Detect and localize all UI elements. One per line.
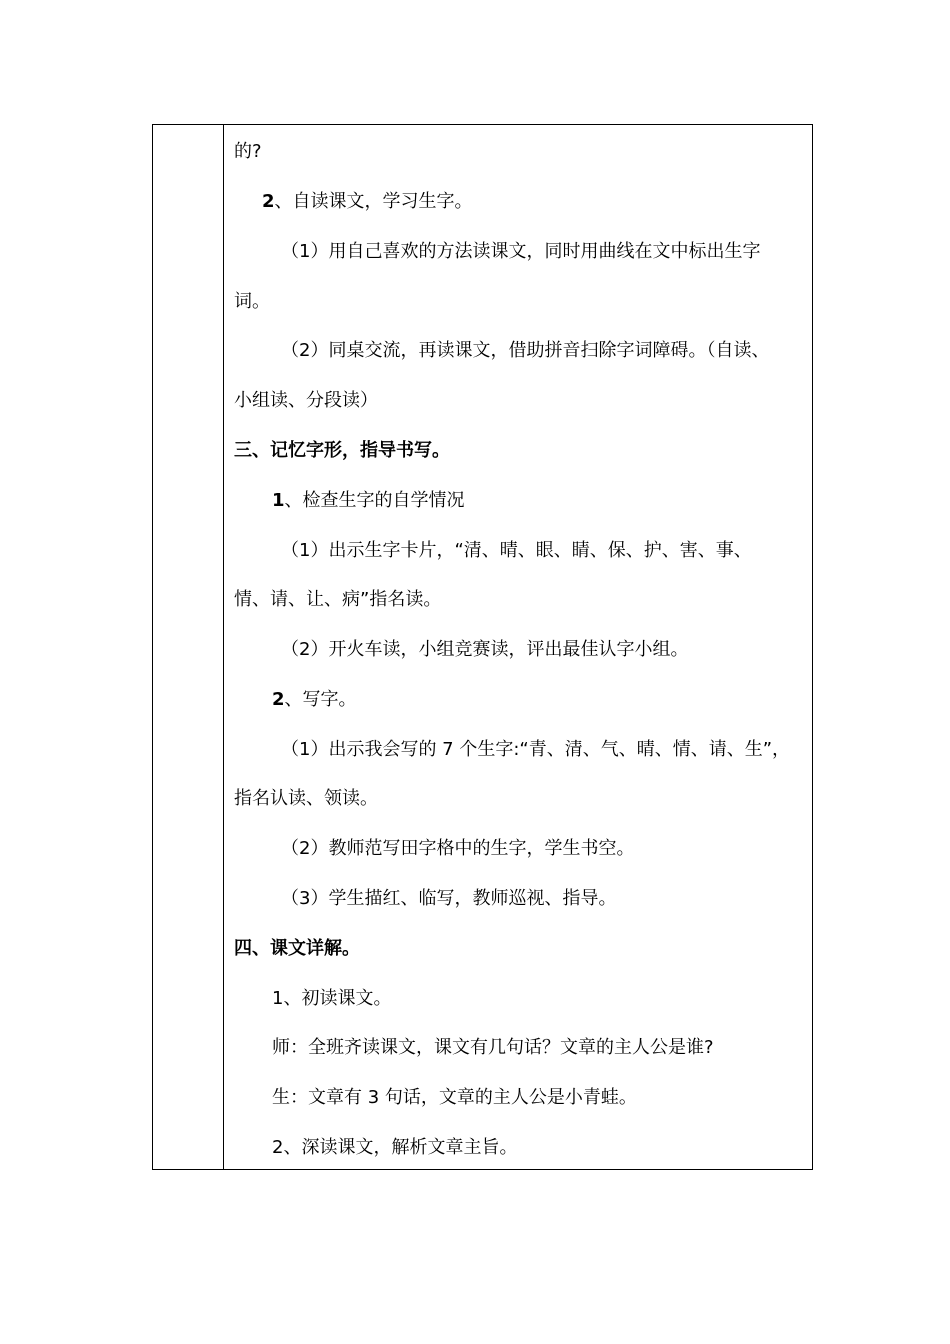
step-number: 2 (272, 689, 285, 710)
step-heading: 2、自读课文，学习生字。 (262, 191, 473, 212)
content-cell (224, 125, 812, 1169)
text-line: 的? (234, 141, 262, 162)
text-line: 小组读、分段读） (234, 390, 378, 411)
section-heading: 四、课文详解。 (234, 938, 360, 959)
step-number: 1 (272, 490, 285, 511)
step-heading: 2、写字。 (272, 689, 357, 710)
left-cell (153, 125, 223, 1169)
step-number: 2 (262, 191, 275, 212)
text-line: （2）同桌交流，再读课文，借助拼音扫除字词障碍。（自读、 (281, 340, 770, 361)
step-heading: 1、初读课文。 (272, 988, 392, 1009)
text-line: （3）学生描红、临写，教师巡视、指导。 (281, 888, 617, 909)
text-line: 词。 (234, 291, 270, 312)
text-line: 生：文章有 3 句话，文章的主人公是小青蛙。 (272, 1087, 637, 1108)
text-line: （1）出示生字卡片，“清、晴、眼、睛、保、护、害、事、 (281, 540, 752, 561)
section-heading: 三、记忆字形，指导书写。 (234, 440, 450, 461)
text-line: （2）教师范写田字格中的生字，学生书空。 (281, 838, 635, 859)
text-line: 师：全班齐读课文，课文有几句话？文章的主人公是谁? (272, 1037, 714, 1058)
text-line: （2）开火车读，小组竞赛读，评出最佳认字小组。 (281, 639, 689, 660)
step-heading: 2、深读课文，解析文章主旨。 (272, 1137, 518, 1158)
text-line: 指名认读、领读。 (234, 788, 378, 809)
text-line: 情、请、让、病”指名读。 (234, 589, 442, 610)
step-heading: 1、检查生字的自学情况 (272, 490, 465, 511)
text-line: （1）用自己喜欢的方法读课文，同时用曲线在文中标出生字 (281, 241, 761, 262)
text-line: （1）出示我会写的 7 个生字:“青、清、气、晴、情、请、生”， (281, 739, 791, 760)
